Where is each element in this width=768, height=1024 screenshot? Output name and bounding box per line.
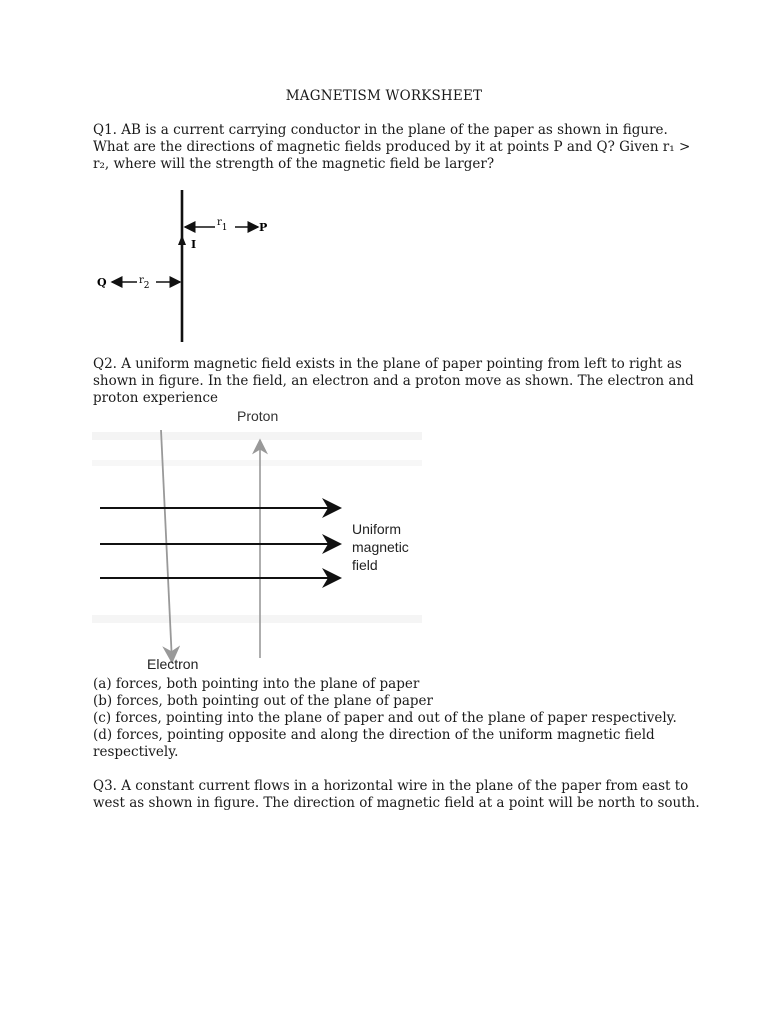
worksheet-title: MAGNETISM WORKSHEET <box>285 88 483 104</box>
question-1-text <box>93 122 691 173</box>
field-label-uniform: Uniform <box>352 521 402 537</box>
magnetic-field-figure <box>90 400 450 675</box>
conductor-figure <box>90 185 290 345</box>
proton-label: Proton <box>237 408 279 424</box>
option-a: (a) forces, both pointing into the plane of paper <box>93 676 420 692</box>
r2-label: r2 <box>139 275 150 291</box>
field-label-magnetic: magnetic <box>352 539 409 555</box>
q2-line-1: Q2. A uniform magnetic field exists in the plane of paper pointing from left to right as <box>93 356 682 372</box>
option-d-continued: respectively. <box>93 744 179 760</box>
option-c: (c) forces, pointing into the plane of paper and out of the plane of paper respectively. <box>93 710 677 726</box>
electron-label: Electron <box>147 656 199 672</box>
point-p-label: P <box>259 221 268 234</box>
option-d: (d) forces, pointing opposite and along the direction of the uniform magnetic field <box>93 727 655 743</box>
option-b: (b) forces, both pointing out of the plane of paper <box>93 693 433 709</box>
point-q-label: Q <box>97 276 107 289</box>
r1-label: r1 <box>217 217 228 233</box>
q3-line-1: Q3. A constant current flows in a horizontal wire in the plane of the paper from east to <box>93 778 689 794</box>
q1-line-2: What are the directions of magnetic fields produced by it at points P and Q? Given r₁ > <box>93 139 691 155</box>
q1-line-3: r₂, where will the strength of the magnetic field be larger? <box>93 156 495 172</box>
current-arrow-icon <box>178 235 186 245</box>
current-label: I <box>191 238 197 251</box>
q2-line-3: proton experience <box>93 390 219 406</box>
q2-line-2: shown in figure. In the field, an electron and a proton move as shown. The electron and <box>93 373 694 389</box>
question-2-options <box>93 676 683 761</box>
question-3-text <box>93 778 700 812</box>
q1-line-1: Q1. AB is a current carrying conductor in the plane of the paper as shown in figure. <box>93 122 668 138</box>
field-label-field: field <box>352 557 378 573</box>
q3-line-2: west as shown in figure. The direction of magnetic field at a point will be north to south. <box>93 795 700 811</box>
